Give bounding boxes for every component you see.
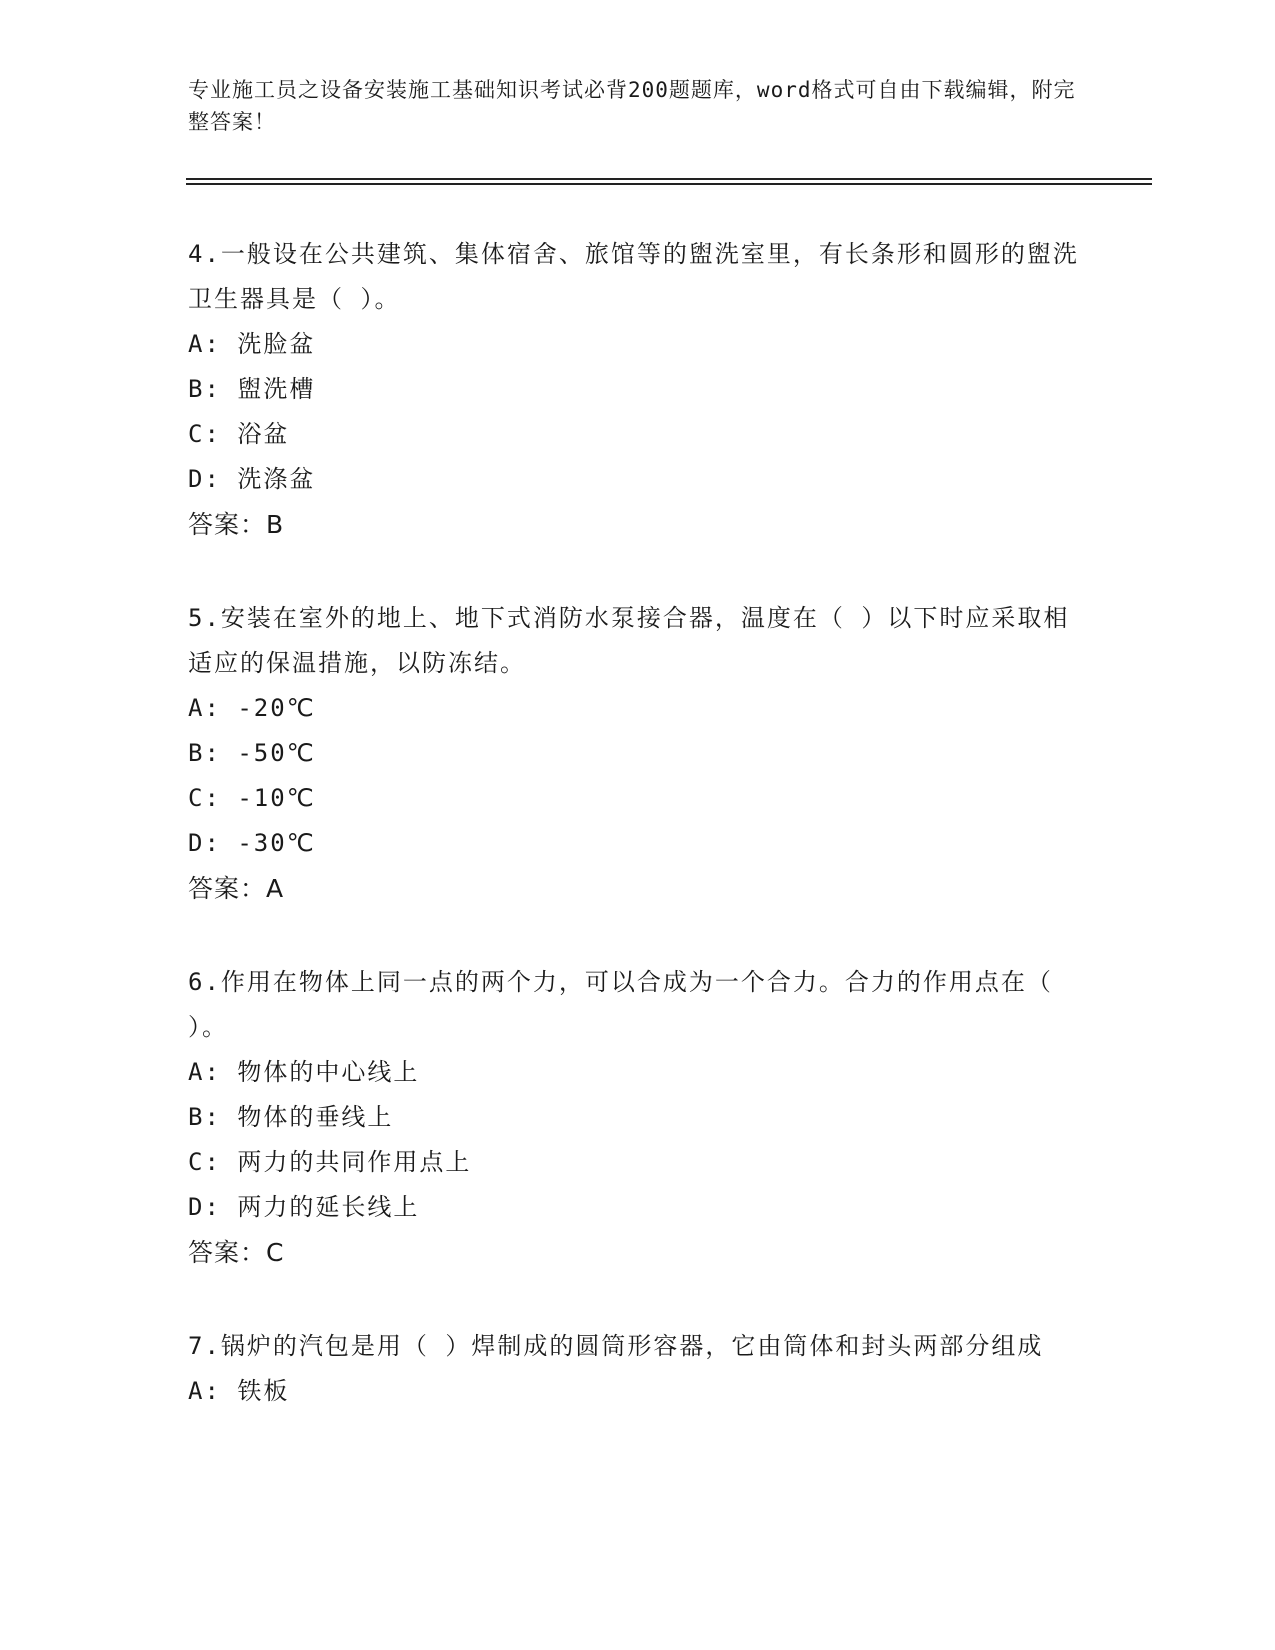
answer-line: 答案：B: [188, 510, 285, 539]
document-title: 专业施工员之设备安装施工基础知识考试必背200题题库，word格式可自由下载编辑，附完整答案！: [188, 78, 1076, 134]
option-b: B: -50℃: [188, 739, 316, 767]
option-a: A: 物体的中心线上: [188, 1058, 420, 1086]
question-stem: 7.锅炉的汽包是用（ ）焊制成的圆筒形容器，它由筒体和封头两部分组成: [188, 1332, 1044, 1360]
option-d: D: -30℃: [188, 829, 316, 857]
option-b: B: 盥洗槽: [188, 375, 316, 403]
option-c: C: 浴盆: [188, 420, 290, 448]
question-stem: 4.一般设在公共建筑、集体宿舍、旅馆等的盥洗室里，有长条形和圆形的盥洗卫生器具是（ ）。: [188, 240, 1079, 313]
option-c: C: 两力的共同作用点上: [188, 1148, 472, 1176]
answer-line: 答案：A: [188, 874, 285, 903]
option-b: B: 物体的垂线上: [188, 1103, 394, 1131]
question-stem: 5.安装在室外的地上、地下式消防水泵接合器，温度在（ ）以下时应采取相适应的保温措施，以防冻结。: [188, 604, 1070, 677]
option-a: A: 洗脸盆: [188, 330, 316, 358]
header-divider-bottom: [186, 183, 1152, 185]
option-a: A: 铁板: [188, 1377, 290, 1405]
question-block: [188, 232, 1088, 547]
question-block: [188, 960, 1088, 1275]
header-divider-top: [186, 178, 1152, 180]
question-stem: 6.作用在物体上同一点的两个力，可以合成为一个合力。合力的作用点在（ ）。: [188, 968, 1053, 1041]
question-block: [188, 1324, 1088, 1414]
question-block: [188, 596, 1088, 911]
answer-line: 答案：C: [188, 1238, 285, 1267]
option-d: D: 洗涤盆: [188, 465, 316, 493]
option-c: C: -10℃: [188, 784, 316, 812]
option-a: A: -20℃: [188, 694, 316, 722]
option-d: D: 两力的延长线上: [188, 1193, 420, 1221]
